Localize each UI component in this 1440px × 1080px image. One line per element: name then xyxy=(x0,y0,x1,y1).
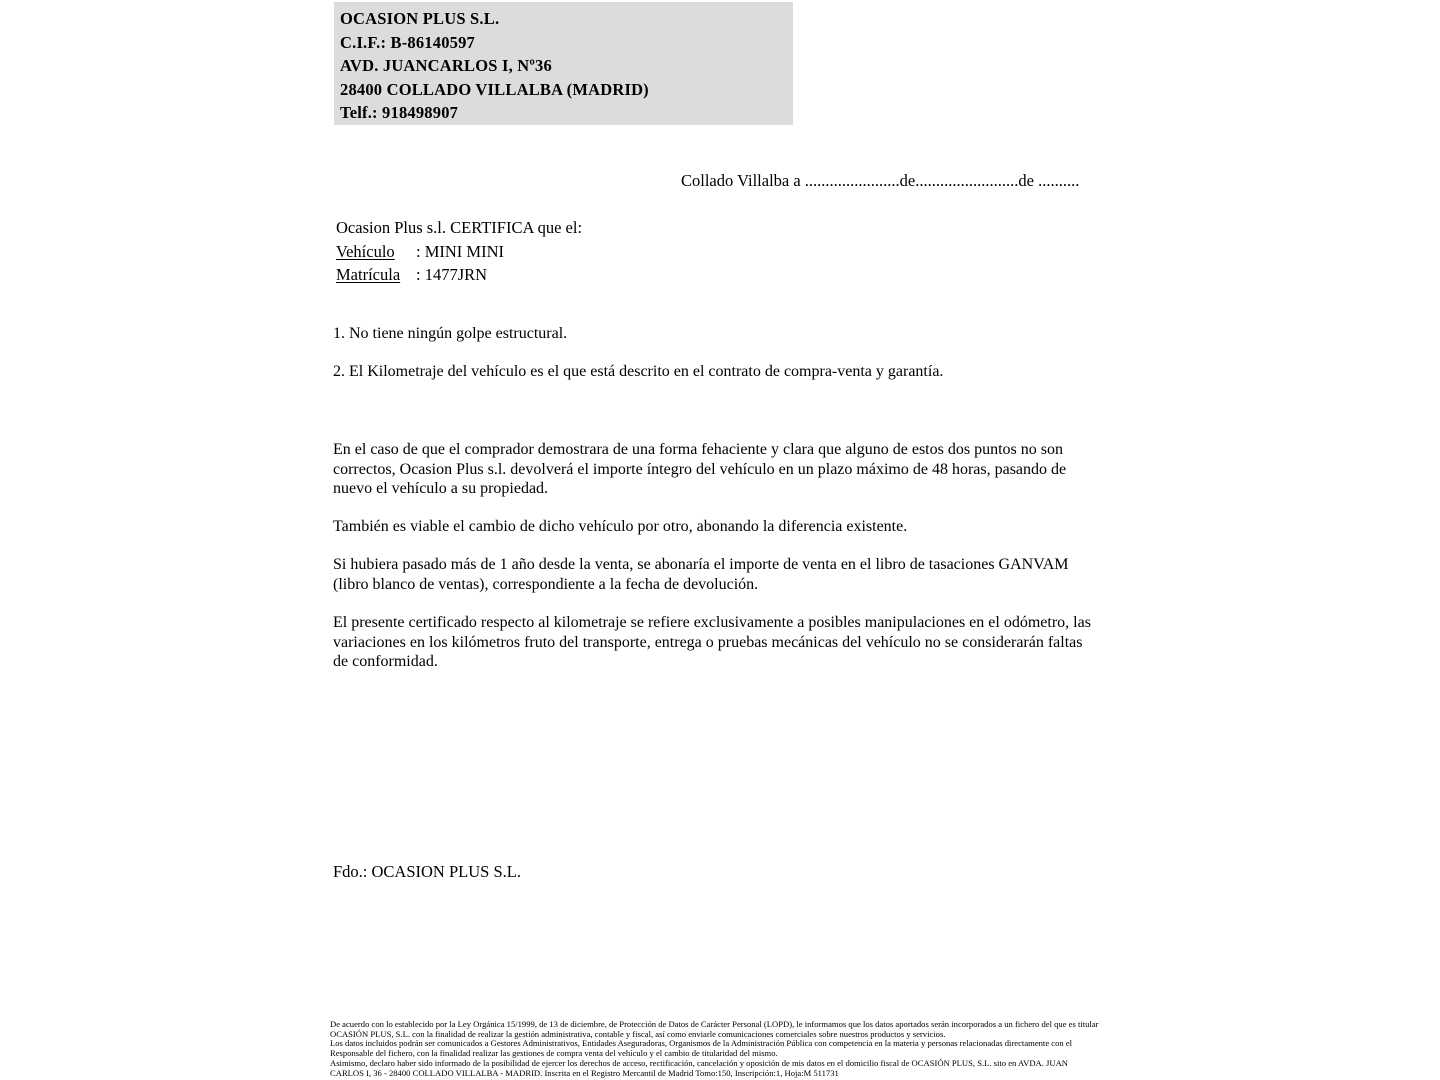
vehicle-label: Vehículo xyxy=(336,241,395,261)
footer-line-purpose: OCASIÓN PLUS, S.L. con la finalidad de realizar la gestión administrativa, contable y fiscal, así como enviarle comunicaciones comerciales sobre nuestros productos y servicios. xyxy=(330,1028,946,1039)
footer-line-data-sharing: Los datos incluidos podrán ser comunicados a Gestores Administrativos, Entidades Aseguradoras, Organismos de la Administración Pública con competencia en la materia y personas relacionadas directamente con el xyxy=(330,1038,1073,1049)
footer-line-lopd: De acuerdo con lo establecido por la Ley Orgánica 15/1999, de 13 de diciembre, de Protección de Datos de Carácter Personal (LOPD), le informamos que los datos aportados serán incorporados a un fichero del que es titular xyxy=(330,1019,1099,1029)
certified-points-list xyxy=(333,324,1095,399)
footer-line-responsible: Responsable del fichero, con la finalidad realizar las gestiones de compra venta del vehículo y el cambio de titularidad del mismo. xyxy=(330,1048,778,1059)
signature-line: Fdo.: OCASION PLUS S.L. xyxy=(333,862,521,881)
footer-line-rights: Asimismo, declaro haber sido informado de la posibilidad de ejercer los derechos de acceso, rectificación, cancelación y oposición de mis datos en el domicilio fiscal de OCASIÓN PLUS, S.L. sito en AVDA. JUAN xyxy=(330,1057,1069,1068)
company-address: AVD. JUANCARLOS I, Nº36 xyxy=(340,56,552,76)
company-cif: C.I.F.: B-86140597 xyxy=(340,32,475,52)
point-mileage: 2. El Kilometraje del vehículo es el que está descrito en el contrato de compra-venta y garantía. xyxy=(333,362,944,380)
legal-footer xyxy=(330,1020,1120,1078)
plate-field xyxy=(336,263,582,287)
company-city: 28400 COLLADO VILLALBA (MADRID) xyxy=(340,79,649,99)
point-no-structural-damage: 1. No tiene ningún golpe estructural. xyxy=(333,325,568,342)
date-line: Collado Villalba a .......................de.........................de .......... xyxy=(681,171,1080,190)
vehicle-field xyxy=(336,240,582,264)
certification-block xyxy=(336,216,582,287)
vehicle-value: : MINI MINI xyxy=(416,241,504,261)
company-name: OCASION PLUS S.L. xyxy=(340,9,500,28)
plate-value: : 1477JRN xyxy=(416,265,488,285)
body-paragraphs xyxy=(333,440,1095,690)
company-letterhead-box xyxy=(334,2,793,125)
paragraph-refund-guarantee: En el caso de que el comprador demostrara de una forma fehaciente y clara que alguno de estos dos puntos no son correctos, Ocasion Plus s.l. devolverá el importe íntegro del vehículo en un plazo máximo de 48 horas, pasando de nuevo el vehículo a su propiedad. xyxy=(333,441,1067,498)
paragraph-vehicle-exchange: También es viable el cambio de dicho vehículo por otro, abonando la diferencia existente. xyxy=(333,518,908,536)
plate-label: Matrícula xyxy=(336,265,401,285)
company-phone: Telf.: 918498907 xyxy=(340,103,459,123)
paragraph-ganvam-valuation: Si hubiera pasado más de 1 año desde la venta, se abonaría el importe de venta en el libro de tasaciones GANVAM (libro blanco de ventas), correspondiente a la fecha de devolución. xyxy=(333,556,1069,593)
paragraph-odometer-disclaimer: El presente certificado respecto al kilometraje se refiere exclusivamente a posibles manipulaciones en el odómetro, las variaciones en los kilómetros fruto del transporte, entrega o pruebas mecánicas del vehículo no se considerarán faltas de conformidad. xyxy=(333,614,1091,671)
certify-intro: Ocasion Plus s.l. CERTIFICA que el: xyxy=(336,218,583,237)
footer-line-registry: CARLOS I, 36 - 28400 COLLADO VILLALBA - MADRID. Inscrita en el Registro Mercantil de Madrid Tomo:150, Inscripción:1, Hoja:M 511731 xyxy=(330,1067,839,1078)
